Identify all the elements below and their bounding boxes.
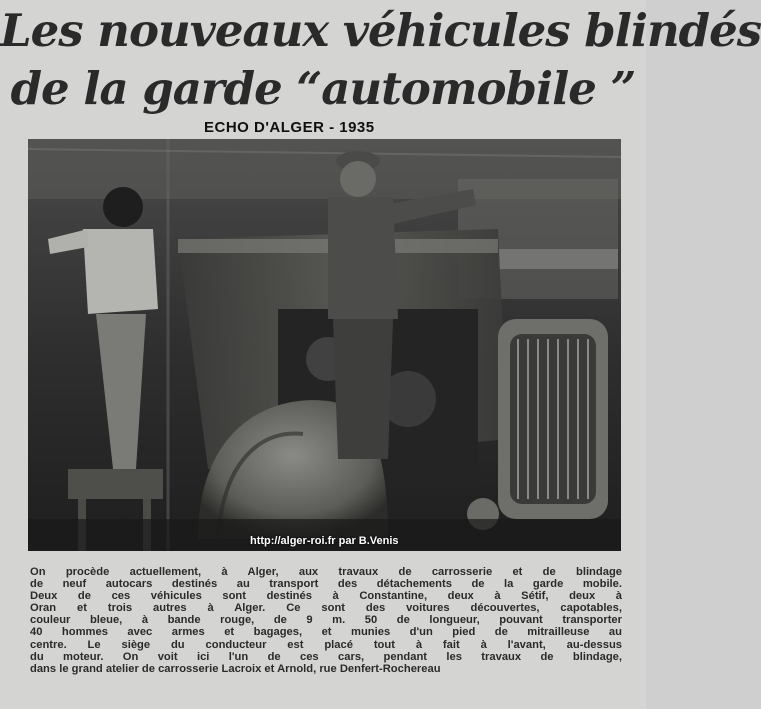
body-line: dans le grand atelier de carrosserie Lacroix et Arnold, rue Denfert-Rochereau: [30, 662, 441, 675]
headline-line-2: de la garde “automobile ”: [10, 62, 636, 115]
article-body: [30, 566, 622, 675]
body-line: Oran et trois autres à Alger. Ce sont des voitures découvertes, capotables,: [30, 602, 622, 615]
body-line: couleur bleue, à bande rouge, de 9 m. 50 de longueur, pouvant transporter: [30, 614, 622, 627]
source-caption: ECHO D'ALGER - 1935: [204, 119, 375, 136]
body-line: du moteur. On voit ici l'un de ces cars, pendant les travaux de blindage,: [30, 650, 622, 663]
body-line: Deux de ces véhicules sont destinés à Constantine, deux à Sétif, deux à: [30, 590, 622, 603]
body-line: 40 hommes avec armes et bagages, et munies d'un pied de mitrailleuse au: [30, 626, 622, 639]
headline-line-1: Les nouveaux véhicules blindés: [0, 4, 761, 57]
photo-credit: http://alger-roi.fr par B.Venis: [250, 535, 399, 547]
body-line: On procède actuellement, à Alger, aux travaux de carrosserie et de blindage: [30, 566, 622, 578]
body-line: centre. Le siège du conducteur est placé tout à fait à l'avant, au-dessus: [30, 638, 622, 651]
workshop-photo-image: [28, 139, 621, 551]
body-line: de neuf autocars destinés au transport des détachements de la garde mobile.: [30, 578, 622, 591]
workshop-photo: [28, 139, 621, 551]
